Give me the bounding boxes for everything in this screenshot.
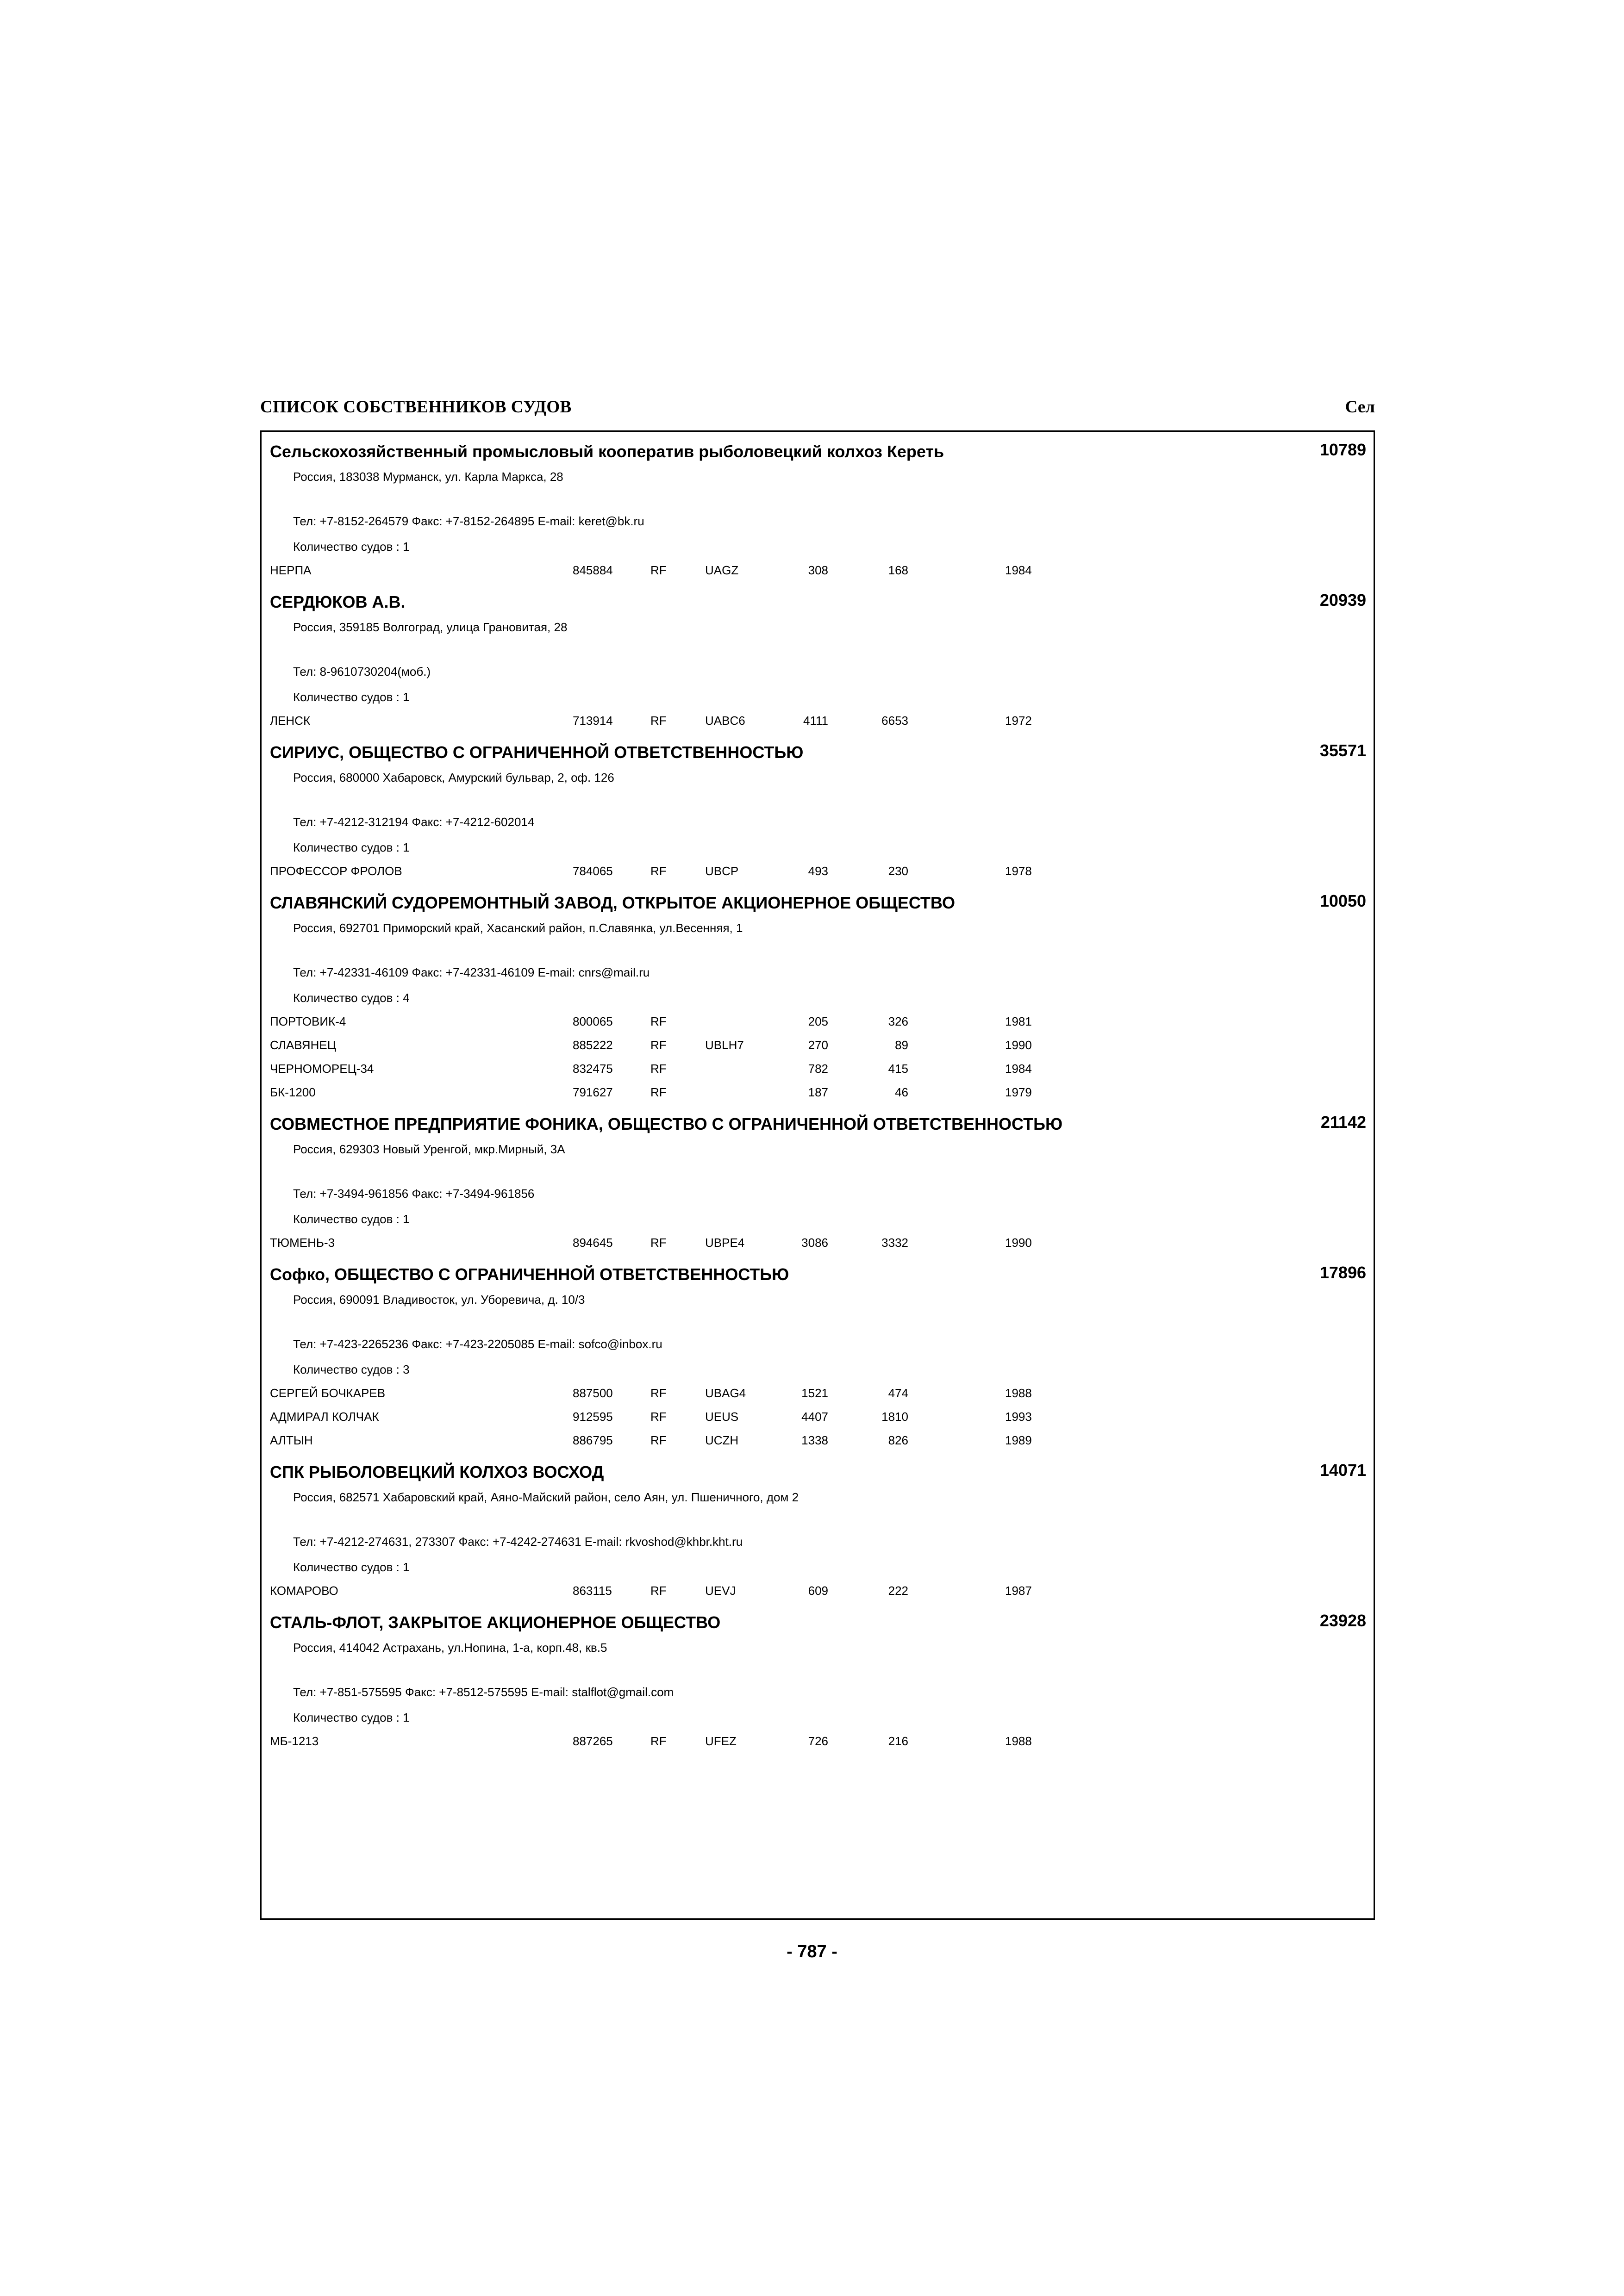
owner-name: СТАЛЬ-ФЛОТ, ЗАКРЫТОЕ АКЦИОНЕРНОЕ ОБЩЕСТВО (270, 1613, 721, 1632)
vessel-flag: RF (650, 1085, 667, 1099)
vessel-callsign: UBPE4 (705, 1236, 745, 1250)
owner-header (262, 1603, 1374, 1636)
owner-entry (262, 1603, 1374, 1753)
vessel-deadweight: 216 (888, 1734, 908, 1748)
owner-contacts: Тел: +7-4212-312194 Факс: +7-4212-602014 (293, 815, 535, 829)
vessel-gross-tonnage: 609 (808, 1584, 828, 1598)
owner-address: Россия, 183038 Мурманск, ул. Карла Маркса, 28 (293, 470, 563, 484)
owner-name: СИРИУС, ОБЩЕСТВО С ОГРАНИЧЕННОЙ ОТВЕТСТВЕННОСТЬЮ (270, 743, 804, 762)
vessel-year-built: 1981 (1005, 1014, 1032, 1028)
vessel-callsign: UCZH (705, 1433, 739, 1447)
owner-header (262, 1452, 1374, 1486)
vessel-name: КОМАРОВО (270, 1584, 338, 1598)
owner-contacts: Тел: +7-423-2265236 Факс: +7-423-2205085 E-mail: sofco@inbox.ru (293, 1337, 662, 1351)
vessel-callsign: UEVJ (705, 1584, 736, 1598)
vessel-row (262, 1231, 1374, 1255)
owner-header (262, 1104, 1374, 1138)
vessel-deadweight: 222 (888, 1584, 908, 1598)
owner-vessel-count: Количество судов : 1 (293, 1711, 410, 1724)
vessel-callsign: UBCP (705, 864, 739, 878)
vessel-name: АЛТЫН (270, 1433, 313, 1447)
vessel-deadweight: 1810 (881, 1410, 908, 1424)
vessel-number: 863115 (573, 1584, 612, 1598)
vessel-flag: RF (650, 1236, 667, 1250)
vessel-flag: RF (650, 864, 667, 878)
vessel-gross-tonnage: 1521 (801, 1386, 828, 1400)
vessel-name: НЕРПА (270, 563, 312, 577)
owner-address: Россия, 359185 Волгоград, улица Грановитая, 28 (293, 620, 568, 634)
owner-entry (262, 1255, 1374, 1452)
owner-entry (262, 1452, 1374, 1603)
vessel-row (262, 1381, 1374, 1405)
vessel-deadweight: 89 (895, 1038, 908, 1052)
owner-address: Россия, 682571 Хабаровский край, Аяно-Майский район, село Аян, ул. Пшеничного, дом 2 (293, 1490, 799, 1504)
owner-entry (262, 432, 1374, 582)
vessel-year-built: 1979 (1005, 1085, 1032, 1099)
vessel-gross-tonnage: 782 (808, 1062, 828, 1076)
vessel-row (262, 1033, 1374, 1057)
vessel-deadweight: 326 (888, 1014, 908, 1028)
owner-header (262, 733, 1374, 766)
vessel-row (262, 1579, 1374, 1603)
vessel-deadweight: 46 (895, 1085, 908, 1099)
owner-header (262, 883, 1374, 916)
owner-contacts: Тел: 8-9610730204(моб.) (293, 665, 431, 678)
owner-entry (262, 883, 1374, 1104)
page-header-title: СПИСОК СОБСТВЕННИКОВ СУДОВ (260, 398, 572, 417)
owner-contacts: Тел: +7-42331-46109 Факс: +7-42331-46109 E-mail: cnrs@mail.ru (293, 965, 650, 979)
vessel-row (262, 1010, 1374, 1033)
vessel-gross-tonnage: 1338 (801, 1433, 828, 1447)
vessel-year-built: 1987 (1005, 1584, 1032, 1598)
owner-name: Сельскохозяйственный промысловый кооператив рыболовецкий колхоз Кереть (270, 442, 944, 461)
owner-address: Россия, 629303 Новый Уренгой, мкр.Мирный, 3А (293, 1142, 565, 1156)
owner-id: 35571 (1319, 741, 1366, 760)
vessel-gross-tonnage: 3086 (801, 1236, 828, 1250)
owner-vessel-count: Количество судов : 1 (293, 540, 410, 554)
owner-entry (262, 582, 1374, 733)
vessel-name: МБ-1213 (270, 1734, 319, 1748)
page-number: - 787 - (787, 1942, 837, 1961)
owner-entry (262, 733, 1374, 883)
owner-header (262, 432, 1374, 465)
vessel-number: 791627 (573, 1085, 613, 1099)
vessel-flag: RF (650, 1386, 667, 1400)
vessel-number: 912595 (573, 1410, 613, 1424)
owner-vessel-count: Количество судов : 1 (293, 690, 410, 704)
vessel-flag: RF (650, 1433, 667, 1447)
owner-id: 14071 (1319, 1461, 1366, 1480)
vessel-callsign: UBAG4 (705, 1386, 746, 1400)
vessel-row (262, 1429, 1374, 1452)
owner-name: СЛАВЯНСКИЙ СУДОРЕМОНТНЫЙ ЗАВОД, ОТКРЫТОЕ АКЦИОНЕРНОЕ ОБЩЕСТВО (270, 893, 956, 912)
owner-contacts: Тел: +7-851-575595 Факс: +7-8512-575595 E-mail: stalflot@gmail.com (293, 1685, 674, 1699)
vessel-gross-tonnage: 4111 (803, 714, 828, 728)
vessel-gross-tonnage: 205 (808, 1014, 828, 1028)
owner-header (262, 1255, 1374, 1288)
vessel-year-built: 1989 (1005, 1433, 1032, 1447)
vessel-row (262, 1057, 1374, 1081)
vessel-number: 894645 (573, 1236, 613, 1250)
vessel-number: 886795 (573, 1433, 613, 1447)
owner-contacts: Тел: +7-8152-264579 Факс: +7-8152-264895 E-mail: keret@bk.ru (293, 514, 644, 528)
owner-name: СЕРДЮКОВ А.В. (270, 592, 406, 611)
vessel-name: ПОРТОВИК-4 (270, 1014, 346, 1028)
vessel-gross-tonnage: 726 (808, 1734, 828, 1748)
vessel-row (262, 1405, 1374, 1429)
vessel-deadweight: 3332 (881, 1236, 908, 1250)
vessel-gross-tonnage: 270 (808, 1038, 828, 1052)
owner-entry (262, 1104, 1374, 1255)
vessel-year-built: 1972 (1005, 714, 1032, 728)
vessel-name: ПРОФЕССОР ФРОЛОВ (270, 864, 402, 878)
vessel-deadweight: 168 (888, 563, 908, 577)
vessel-flag: RF (650, 1014, 667, 1028)
page-header-section: Сел (1345, 398, 1375, 417)
owner-address: Россия, 690091 Владивосток, ул. Уборевича, д. 10/3 (293, 1293, 585, 1307)
owner-vessel-count: Количество судов : 1 (293, 1560, 410, 1574)
owner-address: Россия, 692701 Приморский край, Хасанский район, п.Славянка, ул.Весенняя, 1 (293, 921, 743, 935)
vessel-year-built: 1990 (1005, 1236, 1032, 1250)
owner-id: 10789 (1319, 440, 1366, 459)
owner-vessel-count: Количество судов : 3 (293, 1363, 410, 1376)
owner-id: 21142 (1320, 1113, 1366, 1132)
vessel-callsign: UBLH7 (705, 1038, 744, 1052)
vessel-flag: RF (650, 563, 667, 577)
vessel-row (262, 1730, 1374, 1753)
vessel-number: 784065 (573, 864, 613, 878)
vessel-flag: RF (650, 1062, 667, 1076)
owners-frame (260, 430, 1375, 1920)
vessel-flag: RF (650, 1734, 667, 1748)
owner-name: СПК РЫБОЛОВЕЦКИЙ КОЛХОЗ ВОСХОД (270, 1462, 604, 1481)
vessel-number: 800065 (573, 1014, 613, 1028)
vessel-name: ТЮМЕНЬ-3 (270, 1236, 335, 1250)
vessel-name: ЧЕРНОМОРЕЦ-34 (270, 1062, 374, 1076)
vessel-number: 713914 (573, 714, 613, 728)
vessel-callsign: UABC6 (705, 714, 745, 728)
owner-address: Россия, 414042 Астрахань, ул.Нопина, 1-а, корп.48, кв.5 (293, 1641, 607, 1655)
owner-name: Софко, ОБЩЕСТВО С ОГРАНИЧЕННОЙ ОТВЕТСТВЕННОСТЬЮ (270, 1265, 789, 1284)
vessel-row (262, 859, 1374, 883)
vessel-year-built: 1984 (1005, 563, 1032, 577)
vessel-flag: RF (650, 1038, 667, 1052)
vessel-row (262, 559, 1374, 582)
vessel-number: 845884 (573, 563, 613, 577)
owner-id: 23928 (1319, 1611, 1366, 1630)
owner-contacts: Тел: +7-4212-274631, 273307 Факс: +7-4242-274631 E-mail: rkvoshod@khbr.kht.ru (293, 1535, 743, 1549)
vessel-callsign: UEUS (705, 1410, 739, 1424)
vessel-name: БК-1200 (270, 1085, 316, 1099)
vessel-flag: RF (650, 1410, 667, 1424)
vessel-year-built: 1988 (1005, 1386, 1032, 1400)
vessel-number: 832475 (573, 1062, 613, 1076)
vessel-deadweight: 415 (888, 1062, 908, 1076)
vessel-gross-tonnage: 493 (808, 864, 828, 878)
owners-list (262, 432, 1374, 1753)
vessel-deadweight: 826 (888, 1433, 908, 1447)
vessel-year-built: 1993 (1005, 1410, 1032, 1424)
vessel-gross-tonnage: 308 (808, 563, 828, 577)
vessel-row (262, 709, 1374, 733)
owner-vessel-count: Количество судов : 4 (293, 991, 410, 1005)
vessel-callsign: UAGZ (705, 563, 739, 577)
vessel-number: 885222 (573, 1038, 613, 1052)
vessel-row (262, 1081, 1374, 1104)
owner-id: 17896 (1319, 1263, 1366, 1282)
owner-vessel-count: Количество судов : 1 (293, 1212, 410, 1226)
vessel-year-built: 1978 (1005, 864, 1032, 878)
vessel-number: 887500 (573, 1386, 613, 1400)
owner-id: 20939 (1319, 591, 1366, 610)
vessel-callsign: UFEZ (705, 1734, 737, 1748)
vessel-name: АДМИРАЛ КОЛЧАК (270, 1410, 379, 1424)
owner-id: 10050 (1319, 891, 1366, 910)
owner-address: Россия, 680000 Хабаровск, Амурский бульвар, 2, оф. 126 (293, 771, 614, 784)
vessel-name: СЛАВЯНЕЦ (270, 1038, 336, 1052)
vessel-name: СЕРГЕЙ БОЧКАРЕВ (270, 1386, 386, 1400)
owner-contacts: Тел: +7-3494-961856 Факс: +7-3494-961856 (293, 1187, 535, 1201)
vessel-flag: RF (650, 714, 667, 728)
vessel-flag: RF (650, 1584, 667, 1598)
vessel-year-built: 1988 (1005, 1734, 1032, 1748)
owner-name: СОВМЕСТНОЕ ПРЕДПРИЯТИЕ ФОНИКА, ОБЩЕСТВО С ОГРАНИЧЕННОЙ ОТВЕТСТВЕННОСТЬЮ (270, 1114, 1063, 1133)
vessel-number: 887265 (573, 1734, 613, 1748)
vessel-gross-tonnage: 187 (808, 1085, 828, 1099)
vessel-year-built: 1990 (1005, 1038, 1032, 1052)
vessel-deadweight: 230 (888, 864, 908, 878)
vessel-deadweight: 474 (888, 1386, 908, 1400)
vessel-year-built: 1984 (1005, 1062, 1032, 1076)
vessel-deadweight: 6653 (881, 714, 908, 728)
vessel-gross-tonnage: 4407 (801, 1410, 828, 1424)
owner-vessel-count: Количество судов : 1 (293, 840, 410, 854)
vessel-name: ЛЕНСК (270, 714, 311, 728)
owner-header (262, 582, 1374, 616)
